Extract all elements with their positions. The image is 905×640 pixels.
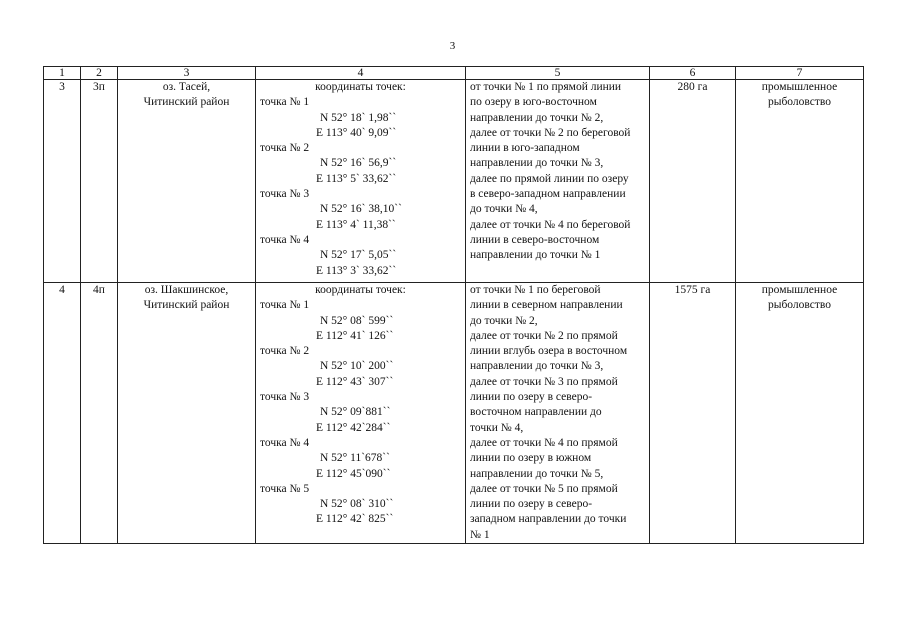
description-line: далее от точки № 4 по прямой — [470, 436, 618, 449]
latitude-value: N 52° 17` 5,05`` — [320, 249, 397, 262]
row-number: 3 — [44, 80, 81, 283]
purpose — [736, 283, 864, 544]
longitude-value: E 113° 5` 33,62`` — [316, 172, 397, 185]
description-line: линии в северо-восточном — [470, 233, 600, 246]
water-body-name — [118, 80, 256, 283]
longitude-value: E 113° 40` 9,09`` — [316, 126, 397, 139]
point-label: точка № 3 — [260, 188, 310, 201]
purpose-line: промышленное — [761, 81, 838, 93]
area-size: 280 га — [650, 80, 736, 283]
latitude-value: N 52° 08` 599`` — [320, 314, 394, 327]
name-line: Читинский район — [143, 299, 230, 312]
area-size: 1575 га — [650, 283, 736, 544]
latitude-value: N 52° 10` 200`` — [320, 360, 394, 373]
point-label: точка № 3 — [260, 391, 310, 404]
water-body-name — [118, 283, 256, 544]
description-line: линии по озеру в северо- — [470, 391, 593, 404]
coords-heading: координаты точек: — [315, 284, 406, 296]
longitude-value: E 112° 45`090`` — [316, 467, 391, 480]
column-number: 3 — [118, 67, 256, 80]
description-line: направлении до точки № 1 — [470, 249, 601, 262]
name-line: Читинский район — [143, 96, 230, 109]
description-line: далее от точки № 2 по прямой — [470, 329, 618, 342]
description-line: от точки № 1 по прямой линии — [470, 81, 622, 93]
description-line: линии по озеру в северо- — [470, 498, 593, 511]
description-line: до точки № 2, — [470, 314, 538, 327]
boundary-description — [466, 80, 650, 283]
name-line: оз. Шакшинское, — [144, 284, 229, 296]
row-number: 4 — [44, 283, 81, 544]
latitude-value: N 52° 08` 310`` — [320, 498, 394, 511]
point-label: точка № 2 — [260, 345, 310, 358]
page-number: 3 — [449, 40, 456, 52]
description-line: направлении до точки № 3, — [470, 157, 604, 170]
boundary-description — [466, 283, 650, 544]
description-line: точки № 4, — [470, 421, 524, 434]
coordinates-cell — [256, 80, 466, 283]
description-line: в северо-западном направлении — [470, 188, 626, 201]
column-number: 2 — [81, 67, 118, 80]
description-line: направлении до точки № 2, — [470, 111, 604, 124]
description-line: по озеру в юго-восточном — [470, 96, 597, 109]
fishing-areas-table — [43, 66, 864, 544]
description-line: № 1 — [470, 528, 490, 541]
latitude-value: N 52° 16` 38,10`` — [320, 203, 402, 216]
coords-heading: координаты точек: — [315, 81, 406, 93]
point-label: точка № 2 — [260, 142, 310, 155]
purpose-line: рыболовство — [767, 299, 831, 312]
description-line: линии в юго-западном — [470, 142, 580, 155]
column-number-row — [44, 67, 864, 80]
description-line: линии в северном направлении — [470, 299, 623, 312]
area-code: 4п — [81, 283, 118, 544]
description-line: линии вглубь озера в восточном — [470, 345, 628, 358]
point-label: точка № 4 — [260, 436, 310, 449]
longitude-value: E 112° 42` 825`` — [316, 513, 394, 526]
description-line: далее от точки № 5 по прямой — [470, 482, 618, 495]
column-number: 4 — [256, 67, 466, 80]
description-line: от точки № 1 по береговой — [470, 284, 601, 296]
column-number: 7 — [736, 67, 864, 80]
point-label: точка № 4 — [260, 233, 310, 246]
area-code: 3п — [81, 80, 118, 283]
latitude-value: N 52° 16` 56,9`` — [320, 157, 397, 170]
description-line: направлении до точки № 3, — [470, 360, 604, 373]
description-line: западном направлении до точки — [470, 513, 627, 526]
column-number: 1 — [44, 67, 81, 80]
description-line: далее по прямой линии по озеру — [470, 172, 629, 185]
description-line: далее от точки № 2 по береговой — [470, 126, 631, 139]
purpose-line: промышленное — [761, 284, 838, 296]
latitude-value: N 52° 09`881`` — [320, 406, 391, 419]
name-line: оз. Тасей, — [162, 81, 211, 93]
longitude-value: E 112° 41` 126`` — [316, 329, 394, 342]
point-label: точка № 5 — [260, 482, 310, 495]
longitude-value: E 112° 43` 307`` — [316, 375, 394, 388]
description-line: далее от точки № 3 по прямой — [470, 375, 618, 388]
purpose-line: рыболовство — [767, 96, 831, 109]
point-label: точка № 1 — [260, 299, 310, 312]
purpose — [736, 80, 864, 283]
longitude-value: E 113° 3` 33,62`` — [316, 264, 397, 277]
description-line: направлении до точки № 5, — [470, 467, 604, 480]
longitude-value: E 112° 42`284`` — [316, 421, 391, 434]
table-row — [44, 80, 864, 283]
description-line: линии по озеру в южном — [470, 452, 592, 465]
description-line: до точки № 4, — [470, 203, 538, 216]
description-line: восточном направлении до — [470, 406, 602, 419]
latitude-value: N 52° 11`678`` — [320, 452, 390, 465]
point-label: точка № 1 — [260, 96, 310, 109]
coordinates-cell — [256, 283, 466, 544]
latitude-value: N 52° 18` 1,98`` — [320, 111, 397, 124]
description-line: далее от точки № 4 по береговой — [470, 218, 631, 231]
table-row — [44, 283, 864, 544]
column-number: 5 — [466, 67, 650, 80]
column-number: 6 — [650, 67, 736, 80]
longitude-value: E 113° 4` 11,38`` — [316, 218, 396, 231]
